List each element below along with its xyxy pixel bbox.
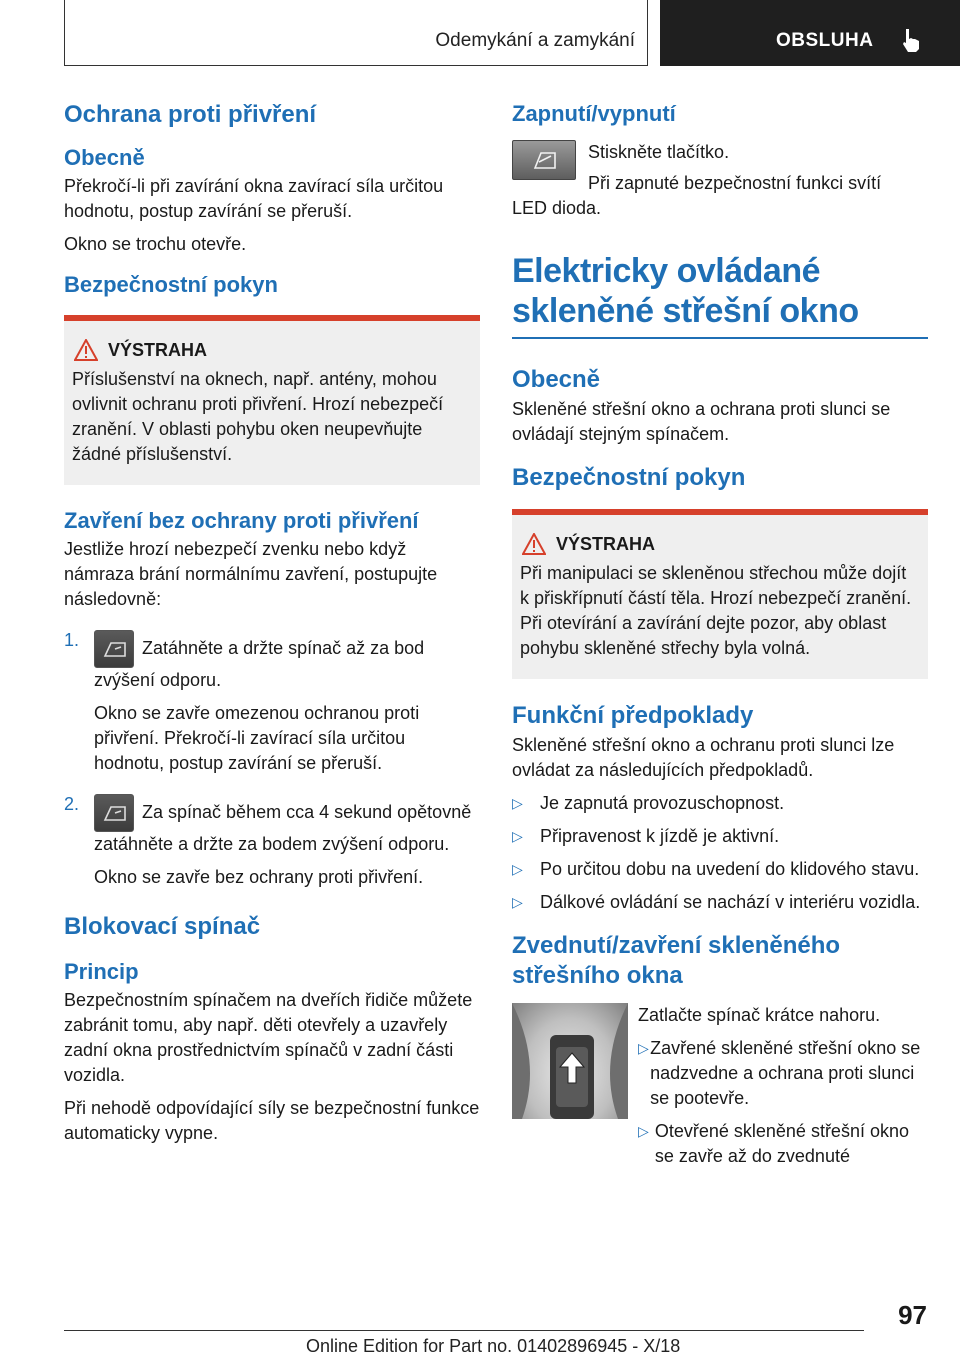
- step-text: Za spínač během cca 4 sekund opětovně zatáhněte a držte za bodem zvýšení odporu.: [94, 794, 480, 857]
- page-number: 97: [898, 1300, 927, 1330]
- step-text: Zatáhněte a držte spínač až za bod zvýšení odporu.: [94, 630, 480, 693]
- raise-block: [512, 1003, 928, 1169]
- step-detail: Okno se zavře omezenou ochranou proti přivření. Překročí-li zavírací síla určitou hodnotu, postup zavírání se přeruší.: [94, 703, 420, 773]
- list-item: ▷ Dálkové ovládání se nachází v interiéru vozidla.: [512, 890, 928, 915]
- chapter-tab: [660, 0, 960, 66]
- step-detail: Okno se zavře bez ochrany proti přivření.: [94, 867, 424, 887]
- lock-switch-icon: [512, 140, 576, 180]
- paragraph: Při zapnuté bezpečnostní funkci svítí: [588, 173, 882, 193]
- paragraph: Překročí-li při zavírání okna zavírací síla určitou hodnotu, postup zavírání se přeruší.: [64, 176, 444, 221]
- footer-rule: [64, 1330, 864, 1331]
- heading-safety: Bezpečnostní pokyn: [64, 272, 278, 297]
- warning-box: [64, 315, 480, 485]
- heading-raise-close: Zvednutí/zavření skleněného střešního okna: [512, 932, 841, 989]
- paragraph: LED dioda.: [512, 198, 602, 218]
- heading-principle: Princip: [64, 959, 139, 984]
- list-item: ▷ Po určitou dobu na uvedení do klidového stavu.: [512, 857, 928, 882]
- paragraph: Okno se trochu otevře.: [64, 234, 247, 254]
- heading-pinch-protection: Ochrana proti přivření: [64, 101, 317, 128]
- heading-lock-switch: Blokovací spínač: [64, 913, 261, 940]
- bullet-triangle-icon: ▷: [638, 1040, 649, 1056]
- on-off-block: [512, 140, 928, 196]
- paragraph: Zatlačte spínač krátce nahoru.: [638, 1005, 881, 1025]
- warning-text: Při manipulaci se skleněnou střechou může dojít k přiskřípnutí částí těla. Hrozí nebezpečí zranění. Při otevírání a zavírání dejte pozor, aby oblast pohybu skleněné střechy byla volná.: [520, 563, 912, 658]
- heading-general: Obecně: [64, 145, 145, 170]
- window-switch-icon: [94, 794, 134, 832]
- section-tab: [64, 0, 648, 66]
- step-number: 1.: [64, 630, 80, 650]
- list-item: ▷ Zavřené skleněné střešní okno se nadzvedne a ochrana proti slunci se pootevře.: [638, 1036, 928, 1111]
- warning-triangle-icon: [74, 339, 98, 361]
- bullet-triangle-icon: ▷: [638, 1123, 649, 1139]
- left-column: [64, 100, 480, 1146]
- warning-box: [512, 509, 928, 679]
- bullet-triangle-icon: ▷: [512, 894, 523, 910]
- warning-title: [72, 339, 470, 361]
- window-switch-icon: [94, 630, 134, 668]
- list-item: ▷ Připravenost k jízdě je aktivní.: [512, 824, 928, 849]
- heading-rule: [512, 337, 928, 339]
- list-item: [64, 794, 480, 890]
- list-item: ▷ Je zapnutá provozuschopnost.: [512, 791, 928, 816]
- heading-general: Obecně: [512, 366, 601, 393]
- warning-label: VÝSTRAHA: [556, 533, 656, 554]
- warning-label: VÝSTRAHA: [108, 339, 208, 360]
- heading-glass-roof: Elektricky ovládané skleněné střešní okno: [512, 252, 859, 330]
- right-column: [512, 100, 928, 1169]
- bullet-triangle-icon: ▷: [512, 828, 523, 844]
- page-header: [64, 0, 960, 66]
- chapter-title: OBSLUHA: [776, 30, 874, 51]
- heading-prerequisites: Funkční předpoklady: [512, 702, 754, 729]
- footer-edition: Online Edition for Part no. 01402896945 - X/18: [306, 1336, 681, 1356]
- paragraph: Skleněné střešní okno a ochrana proti slunci se ovládají stejným spínačem.: [512, 399, 891, 444]
- warning-title: [520, 533, 918, 555]
- paragraph: Při nehodě odpovídající síly se bezpečnostní funkce automaticky vypne.: [64, 1098, 480, 1143]
- list-item: ▷ Otevřené skleněné střešní okno se zavře až do zvednuté: [638, 1119, 928, 1169]
- heading-close-without-protection: Zavření bez ochrany proti přivření: [64, 508, 419, 533]
- paragraph: Jestliže hrozí nebezpečí zvenku nebo když námraza brání normálnímu zavření, postupujte následovně:: [64, 539, 438, 609]
- paragraph: Skleněné střešní okno a ochranu proti slunci lze ovládat za následujících předpokladů.: [512, 735, 895, 780]
- roof-switch-illustration: [512, 1003, 628, 1119]
- bullet-triangle-icon: ▷: [512, 795, 523, 811]
- bullet-triangle-icon: ▷: [512, 861, 523, 877]
- hand-pointer-icon: [900, 27, 922, 53]
- roof-switch-image: [512, 1003, 628, 1119]
- warning-text: Příslušenství na oknech, např. antény, mohou ovlivnit ochranu proti přivření. Hrozí nebezpečí zranění. V oblasti pohybu oken neupevňujte žádné příslušenství.: [72, 369, 444, 464]
- paragraph: Stiskněte tlačítko.: [588, 142, 730, 162]
- heading-on-off: Zapnutí/vypnutí: [512, 101, 676, 126]
- section-title: Odemykání a zamykání: [435, 30, 635, 51]
- step-number: 2.: [64, 794, 80, 814]
- list-item: [64, 630, 480, 776]
- warning-triangle-icon: [522, 533, 546, 555]
- paragraph: Bezpečnostním spínačem na dveřích řidiče můžete zabránit tomu, aby např. děti otevřely a uzavřely zadní okna prostřednictvím spínačů v zadní části vozidla.: [64, 990, 473, 1085]
- heading-safety: Bezpečnostní pokyn: [512, 464, 746, 491]
